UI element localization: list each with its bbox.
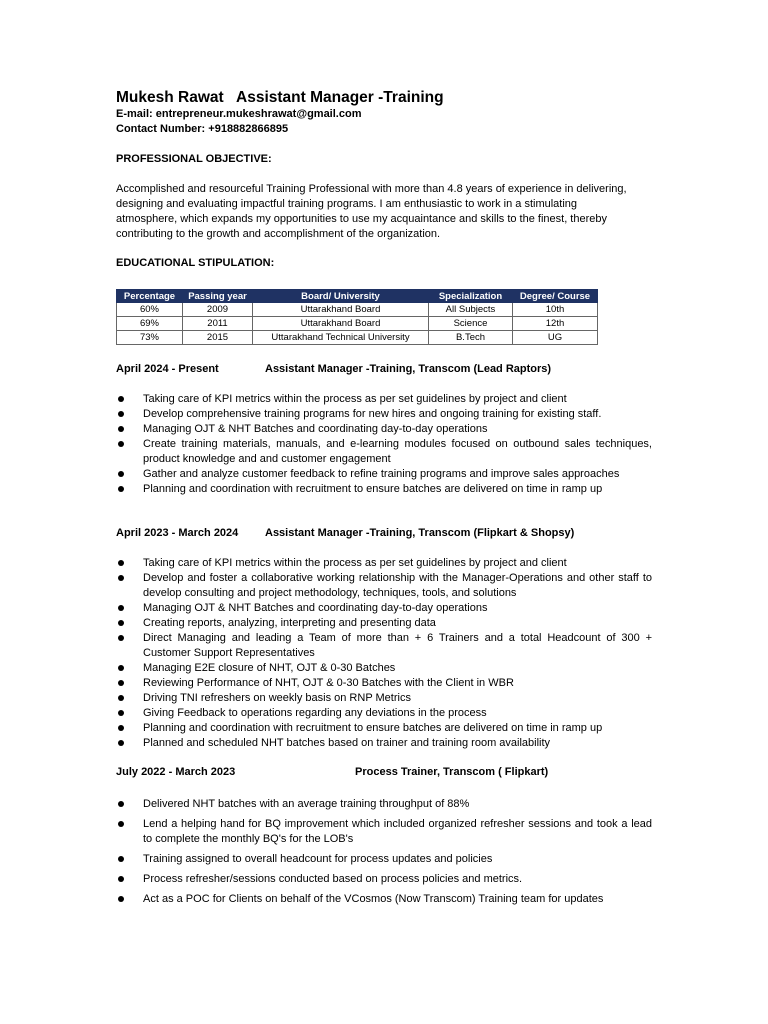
list-item: Planning and coordination with recruitment to ensure batches are delivered on time in ramp up (116, 721, 652, 736)
bullet-icon (118, 605, 124, 611)
table-cell: All Subjects (429, 303, 513, 317)
list-item: Planning and coordination with recruitment to ensure batches are delivered on time in ramp up (116, 482, 652, 497)
table-cell: Science (429, 317, 513, 331)
bullet-icon (118, 560, 124, 566)
job-3-title: Process Trainer, Transcom ( Flipkart) (355, 766, 549, 778)
bullet-icon (118, 896, 124, 902)
bullet-icon (118, 695, 124, 701)
list-item: Driving TNI refreshers on weekly basis on RNP Metrics (116, 691, 652, 706)
column-header: Passing year (183, 290, 253, 303)
bullet-icon (118, 411, 124, 417)
column-header: Board/ University (253, 290, 429, 303)
table-cell: 10th (513, 303, 598, 317)
bullet-icon (118, 426, 124, 432)
bullet-icon (118, 620, 124, 626)
table-cell: 12th (513, 317, 598, 331)
bullet-icon (118, 635, 124, 641)
table-row (117, 303, 598, 317)
bullet-icon (118, 665, 124, 671)
education-table-header (117, 290, 598, 303)
list-item: Develop comprehensive training programs for new hires and ongoing training for existing staff. (116, 407, 652, 422)
list-item: Planned and scheduled NHT batches based on trainer and training room availability (116, 736, 652, 751)
list-item: Taking care of KPI metrics within the process as per set guidelines by project and client (116, 392, 652, 407)
job-3-bullets (116, 797, 652, 912)
column-header: Degree/ Course (513, 290, 598, 303)
list-item: Managing OJT & NHT Batches and coordinating day-to-day operations (116, 422, 652, 437)
job-1-dates: April 2024 - Present (116, 363, 219, 375)
table-row (117, 331, 598, 345)
list-item: Gather and analyze customer feedback to refine training programs and improve sales approaches (116, 467, 652, 482)
column-header: Percentage (117, 290, 183, 303)
list-item: Create training materials, manuals, and e-learning modules focused on outbound sales techniques, product knowledge and and customer engagement (116, 437, 652, 467)
education-heading: EDUCATIONAL STIPULATION: (116, 257, 275, 269)
bullet-icon (118, 710, 124, 716)
bullet-icon (118, 821, 124, 827)
list-item: Reviewing Performance of NHT, OJT & 0-30 Batches with the Client in WBR (116, 676, 652, 691)
list-item: Creating reports, analyzing, interpreting and presenting data (116, 616, 652, 631)
table-cell: Uttarakhand Technical University (253, 331, 429, 345)
list-item: Delivered NHT batches with an average training throughput of 88% (116, 797, 652, 812)
table-cell: 69% (117, 317, 183, 331)
list-item: Giving Feedback to operations regarding any deviations in the process (116, 706, 652, 721)
table-row (117, 317, 598, 331)
table-cell: 2011 (183, 317, 253, 331)
table-cell: B.Tech (429, 331, 513, 345)
bullet-icon (118, 680, 124, 686)
list-item: Training assigned to overall headcount for process updates and policies (116, 852, 652, 867)
table-cell: 2009 (183, 303, 253, 317)
job-2-bullets (116, 556, 652, 751)
bullet-icon (118, 471, 124, 477)
bullet-icon (118, 725, 124, 731)
job-2-title: Assistant Manager -Training, Transcom (Flipkart & Shopsy) (265, 527, 575, 539)
column-header: Specialization (429, 290, 513, 303)
job-1-title: Assistant Manager -Training, Transcom (Lead Raptors) (265, 363, 552, 375)
bullet-icon (118, 876, 124, 882)
education-table (116, 289, 598, 345)
list-item: Lend a helping hand for BQ improvement which included organized refresher sessions and took a lead to complete the monthly BQ's for the LOB's (116, 817, 652, 847)
list-item: Managing E2E closure of NHT, OJT & 0-30 Batches (116, 661, 652, 676)
email-line: E-mail: entrepreneur.mukeshrawat@gmail.com (116, 108, 362, 120)
bullet-icon (118, 740, 124, 746)
list-item: Process refresher/sessions conducted based on process policies and metrics. (116, 872, 652, 887)
job-1-bullets (116, 392, 652, 497)
table-cell: Uttarakhand Board (253, 303, 429, 317)
bullet-icon (118, 486, 124, 492)
table-cell: 60% (117, 303, 183, 317)
objective-text: Accomplished and resourceful Training Professional with more than 4.8 years of experience in delivering, designing and evaluating impactful training programs. I am enthusiastic to work in a stimulating atmosphere, which expands my opportunities to use my acquaintance and skills to the finest, thereby contributing to the growth and accomplishment of the organization. (116, 183, 627, 240)
bullet-icon (118, 801, 124, 807)
table-cell: Uttarakhand Board (253, 317, 429, 331)
table-cell: UG (513, 331, 598, 345)
objective-heading: PROFESSIONAL OBJECTIVE: (116, 153, 272, 165)
bullet-icon (118, 441, 124, 447)
table-cell: 73% (117, 331, 183, 345)
bullet-icon (118, 856, 124, 862)
list-item: Managing OJT & NHT Batches and coordinating day-to-day operations (116, 601, 652, 616)
list-item: Direct Managing and leading a Team of more than + 6 Trainers and a total Headcount of 300 + Customer Support Representatives (116, 631, 652, 661)
list-item: Develop and foster a collaborative working relationship with the Manager-Operations and other staff to develop consulting and project methodology, techniques, tools, and solutions (116, 571, 652, 601)
phone-line: Contact Number: +918882866895 (116, 123, 289, 135)
bullet-icon (118, 575, 124, 581)
job-3-dates: July 2022 - March 2023 (116, 766, 236, 778)
table-cell: 2015 (183, 331, 253, 345)
list-item: Taking care of KPI metrics within the process as per set guidelines by project and client (116, 556, 652, 571)
bullet-icon (118, 396, 124, 402)
list-item: Act as a POC for Clients on behalf of the VCosmos (Now Transcom) Training team for updates (116, 892, 652, 907)
candidate-name-title: Mukesh Rawat Assistant Manager -Training (116, 89, 444, 106)
job-2-dates: April 2023 - March 2024 (116, 527, 239, 539)
